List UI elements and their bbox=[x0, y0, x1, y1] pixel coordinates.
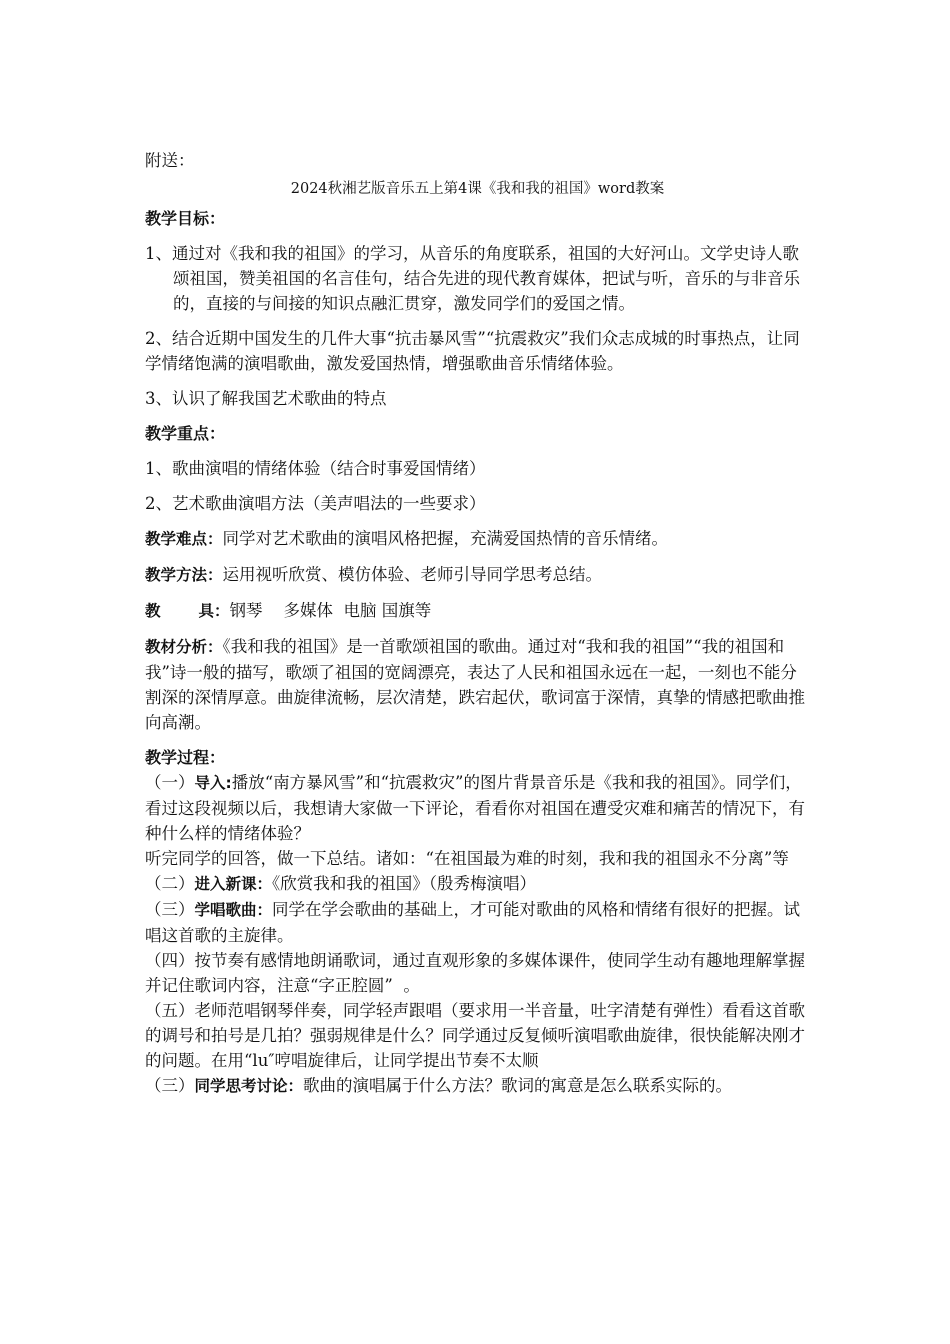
step-3-label: 学唱歌曲： bbox=[194, 901, 273, 919]
methods-text: 运用视听欣赏、模仿体验、老师引导同学思考总结。 bbox=[222, 565, 603, 584]
objective-item-2: 2、结合近期中国发生的几件大事“抗击暴风雪”“抗震救灾”我们众志成城的时事热点，让同学情绪饱满的演唱歌曲，激发爱国热情，增强歌曲音乐情绪体验。 bbox=[145, 329, 800, 373]
step-1-num: （一） bbox=[145, 773, 195, 792]
step-3-text: 同学在学会歌曲的基础上，才可能对歌曲的风格和情绪有很好的把握。试唱这首歌的主旋律。 bbox=[145, 900, 801, 945]
step-2-num: （二） bbox=[145, 874, 195, 893]
header-label: 附送： bbox=[145, 151, 195, 170]
key-point-1: 1、歌曲演唱的情绪体验（结合时事爱国情绪） bbox=[145, 459, 486, 478]
process-step-4: （四）按节奏有感情地朗诵歌词，通过直观形象的多媒体课件，使同学生动有趣地理解掌握并记住歌词内容，注意“字正腔圆” 。 bbox=[145, 951, 805, 995]
analysis-label: 教材分析： bbox=[145, 638, 223, 656]
objectives-heading: 教学目标： bbox=[145, 209, 226, 228]
key-point-2: 2、艺术歌曲演唱方法（美声唱法的一些要求） bbox=[145, 494, 486, 513]
analysis-line bbox=[145, 634, 810, 735]
process-step-3 bbox=[145, 897, 810, 948]
methods-label: 教学方法： bbox=[145, 566, 223, 584]
step-2-label: 进入新课： bbox=[194, 875, 273, 893]
step-2-text: 《欣赏我和我的祖国》（殷秀梅演唱） bbox=[272, 874, 537, 893]
tools-label-b: 具： bbox=[198, 602, 230, 620]
objective-item-3: 3、认识了解我国艺术歌曲的特点 bbox=[145, 389, 387, 408]
tools-label-a: 教 bbox=[145, 602, 161, 620]
methods-line bbox=[145, 562, 810, 588]
difficulty-label: 教学难点： bbox=[145, 530, 223, 548]
step-6-text: 歌曲的演唱属于什么方法？歌词的寓意是怎么联系实际的。 bbox=[303, 1076, 733, 1095]
process-step-6 bbox=[145, 1073, 810, 1099]
document-page bbox=[145, 148, 810, 1099]
tools-line bbox=[145, 598, 810, 624]
step-1-text: 播放“南方暴风雪”和“抗震救灾”的图片背景音乐是《我和我的祖国》。同学们，看过这段视频以后，我想请大家做一下评论，看看你对祖国在遭受灾难和痛苦的情况下，有种什么样的情绪体验？ bbox=[145, 773, 805, 843]
tools-text: 钢琴 多媒体 电脑 国旗等 bbox=[229, 601, 432, 620]
step-3-num: （三） bbox=[145, 900, 195, 919]
difficulty-line bbox=[145, 526, 810, 552]
analysis-text: 《我和我的祖国》是一首歌颂祖国的歌曲。通过对“我和我的祖国”“我的祖国和我”诗一般的描写，歌颂了祖国的宽阔漂亮，表达了人民和祖国永远在一起，一刻也不能分割深的深情厚意。曲旋律流畅，层次清楚，跌宕起伏，歌词富于深情，真挚的情感把歌曲推向高潮。 bbox=[145, 637, 805, 732]
process-step-5: （五）老师范唱钢琴伴奏，同学轻声跟唱（要求用一半音量，吐字清楚有弹性）看看这首歌的调号和拍号是几拍？强弱规律是什么？同学通过反复倾听演唱歌曲旋律，很快能解决刚才的问题。在用“lu″哼唱旋律后，让同学提出节奏不太顺 bbox=[145, 1001, 805, 1070]
key-points-heading: 教学重点： bbox=[145, 424, 226, 443]
process-step-2 bbox=[145, 871, 810, 897]
step-6-label: 同学思考讨论： bbox=[194, 1077, 304, 1095]
doc-title: 2024秋湘艺版音乐五上第4课《我和我的祖国》word教案 bbox=[290, 181, 665, 197]
objective-item-1: 1、通过对《我和我的祖国》的学习，从音乐的角度联系，祖国的大好河山。文学史诗人歌颂祖国，赞美祖国的名言佳句，结合先进的现代教育媒体，把试与听，音乐的与非音乐的，直接的与间接的知识点融汇贯穿，激发同学们的爱国之情。 bbox=[145, 244, 800, 313]
difficulty-text: 同学对艺术歌曲的演唱风格把握，充满爱国热情的音乐情绪。 bbox=[222, 529, 669, 548]
step-1-label: 导入: bbox=[194, 774, 232, 792]
step-6-num: （三） bbox=[145, 1076, 195, 1095]
process-summary: 听完同学的回答，做一下总结。诸如：“在祖国最为难的时刻，我和我的祖国永不分离”等 bbox=[145, 849, 789, 868]
process-heading: 教学过程： bbox=[145, 748, 226, 767]
process-step-1 bbox=[145, 770, 810, 846]
